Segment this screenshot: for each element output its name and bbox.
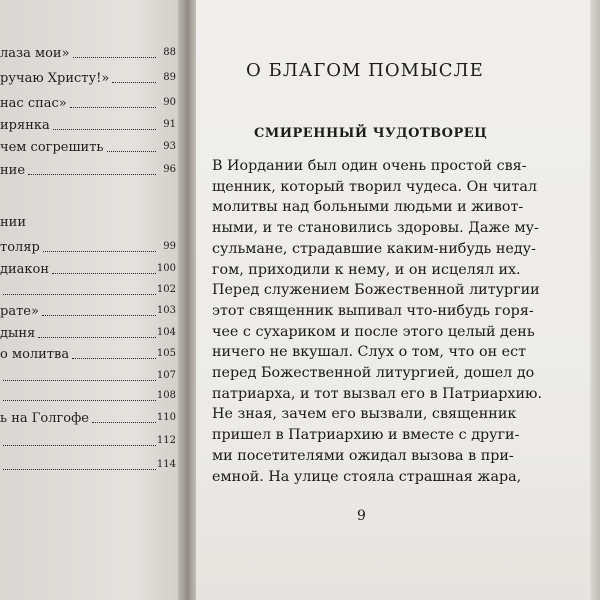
toc-entry-title: лаза мои» xyxy=(0,46,70,61)
toc-leader-dots xyxy=(73,55,156,58)
toc-entry-title: ь на Голгофе xyxy=(0,411,89,426)
toc-entry xyxy=(0,369,176,385)
toc-entry-page: 114 xyxy=(156,459,176,470)
body-line: сульмане, страдавшие каким-нибудь неду- xyxy=(212,240,536,257)
toc-leader-dots xyxy=(43,249,156,252)
toc-leader-dots xyxy=(3,467,156,470)
toc-entry xyxy=(0,434,176,450)
toc-entry xyxy=(0,411,176,427)
left-page-toc xyxy=(0,0,188,600)
page-number: 9 xyxy=(357,508,366,524)
toc-entry-page: 102 xyxy=(156,284,176,295)
toc-entry xyxy=(0,140,176,156)
toc-leader-dots xyxy=(92,420,156,423)
toc-entry xyxy=(0,458,176,474)
body-line: гом, приходили к нему, и он исцелял их. xyxy=(212,261,521,278)
toc-leader-dots xyxy=(3,378,156,381)
toc-entry-title: диакон xyxy=(0,262,50,277)
toc-entry-title: рате» xyxy=(0,304,39,319)
body-line: перед Божественной литургией, дошел до xyxy=(212,365,535,381)
toc-entry-title: ручаю Христу!» xyxy=(0,71,110,86)
toc-entry xyxy=(0,347,176,363)
toc-entry-page: 108 xyxy=(156,390,176,401)
toc-entry xyxy=(0,118,176,134)
toc-entry-title: нас спас» xyxy=(0,96,67,111)
toc-entry-page: 104 xyxy=(156,327,176,338)
toc-entry-page: 100 xyxy=(156,263,176,274)
page-edge xyxy=(590,0,600,600)
body-line: патриарха, и тот вызвал его в Патриархию. xyxy=(212,385,543,402)
section-title: О БЛАГОМ ПОМЫСЛЕ xyxy=(246,60,484,81)
body-line: В Иордании был один очень простой свя- xyxy=(212,158,527,174)
toc-entry-page: 105 xyxy=(156,348,176,359)
toc-leader-dots xyxy=(28,172,156,175)
body-line: чее с сухариком и после этого целый день xyxy=(212,323,535,340)
toc-leader-dots xyxy=(3,443,156,446)
toc-entry-page: 103 xyxy=(156,305,176,316)
toc-entry xyxy=(0,262,176,278)
toc-entry xyxy=(0,215,176,231)
toc-entry-title: толяр xyxy=(0,240,40,255)
toc-leader-dots xyxy=(72,356,156,359)
toc-entry xyxy=(0,46,176,62)
toc-entry-page: 89 xyxy=(163,72,176,83)
toc-entry-page: 91 xyxy=(163,119,176,130)
toc-leader-dots xyxy=(107,149,156,152)
toc-entry-page: 93 xyxy=(163,141,176,152)
toc-entry xyxy=(0,389,176,405)
body-line: пришел в Патриархию и вместе с други- xyxy=(212,427,520,444)
toc-entry-title: ние xyxy=(0,163,26,178)
toc-entry xyxy=(0,71,176,87)
toc-entry xyxy=(0,163,176,179)
body-line: этот священник выпивал что-нибудь горя- xyxy=(212,302,534,319)
toc-entry-title: о молитва xyxy=(0,347,70,362)
toc-entry xyxy=(0,326,176,342)
toc-leader-dots xyxy=(3,398,156,401)
toc-entry xyxy=(0,240,176,256)
toc-entry xyxy=(0,96,176,112)
body-line: ми посетителями ожидал вызова в при- xyxy=(212,447,514,464)
body-line: ничего не вкушал. Слух о том, что он ест xyxy=(212,344,527,361)
toc-leader-dots xyxy=(53,127,156,130)
body-line: щенник, который творил чудеса. Он читал xyxy=(212,178,537,195)
body-line: ными, и те становились здоровы. Даже му- xyxy=(212,220,539,237)
toc-entry-title: дыня xyxy=(0,326,36,341)
toc-leader-dots xyxy=(38,335,156,338)
body-line: емной. На улице стояла страшная жара, xyxy=(212,468,522,485)
toc-entry-page: 90 xyxy=(163,97,176,108)
toc-entry xyxy=(0,304,176,320)
toc-leader-dots xyxy=(42,313,156,316)
body-line: Не зная, зачем его вызвали, священник xyxy=(212,406,517,423)
toc-entry-title: нии xyxy=(0,215,26,230)
toc-entry-title: чем согрешить xyxy=(0,140,104,155)
toc-entry-page: 112 xyxy=(156,435,176,446)
toc-entry-page: 99 xyxy=(163,241,176,252)
toc-leader-dots xyxy=(112,80,156,83)
body-line: Перед служением Божественной литургии xyxy=(212,282,540,299)
toc-entry-page: 107 xyxy=(156,370,176,381)
toc-entry-page: 96 xyxy=(163,164,176,175)
toc-leader-dots xyxy=(3,292,156,295)
toc-entry-page: 110 xyxy=(156,412,176,423)
toc-leader-dots xyxy=(70,105,156,108)
story-title: СМИРЕННЫЙ ЧУДОТВОРЕЦ xyxy=(254,126,488,141)
body-line: молитвы над больными людьми и живот- xyxy=(212,199,524,216)
toc-entry-title: ирянка xyxy=(0,118,50,133)
toc-entry xyxy=(0,283,176,299)
toc-leader-dots xyxy=(52,271,156,274)
toc-entry-page: 88 xyxy=(163,47,176,58)
